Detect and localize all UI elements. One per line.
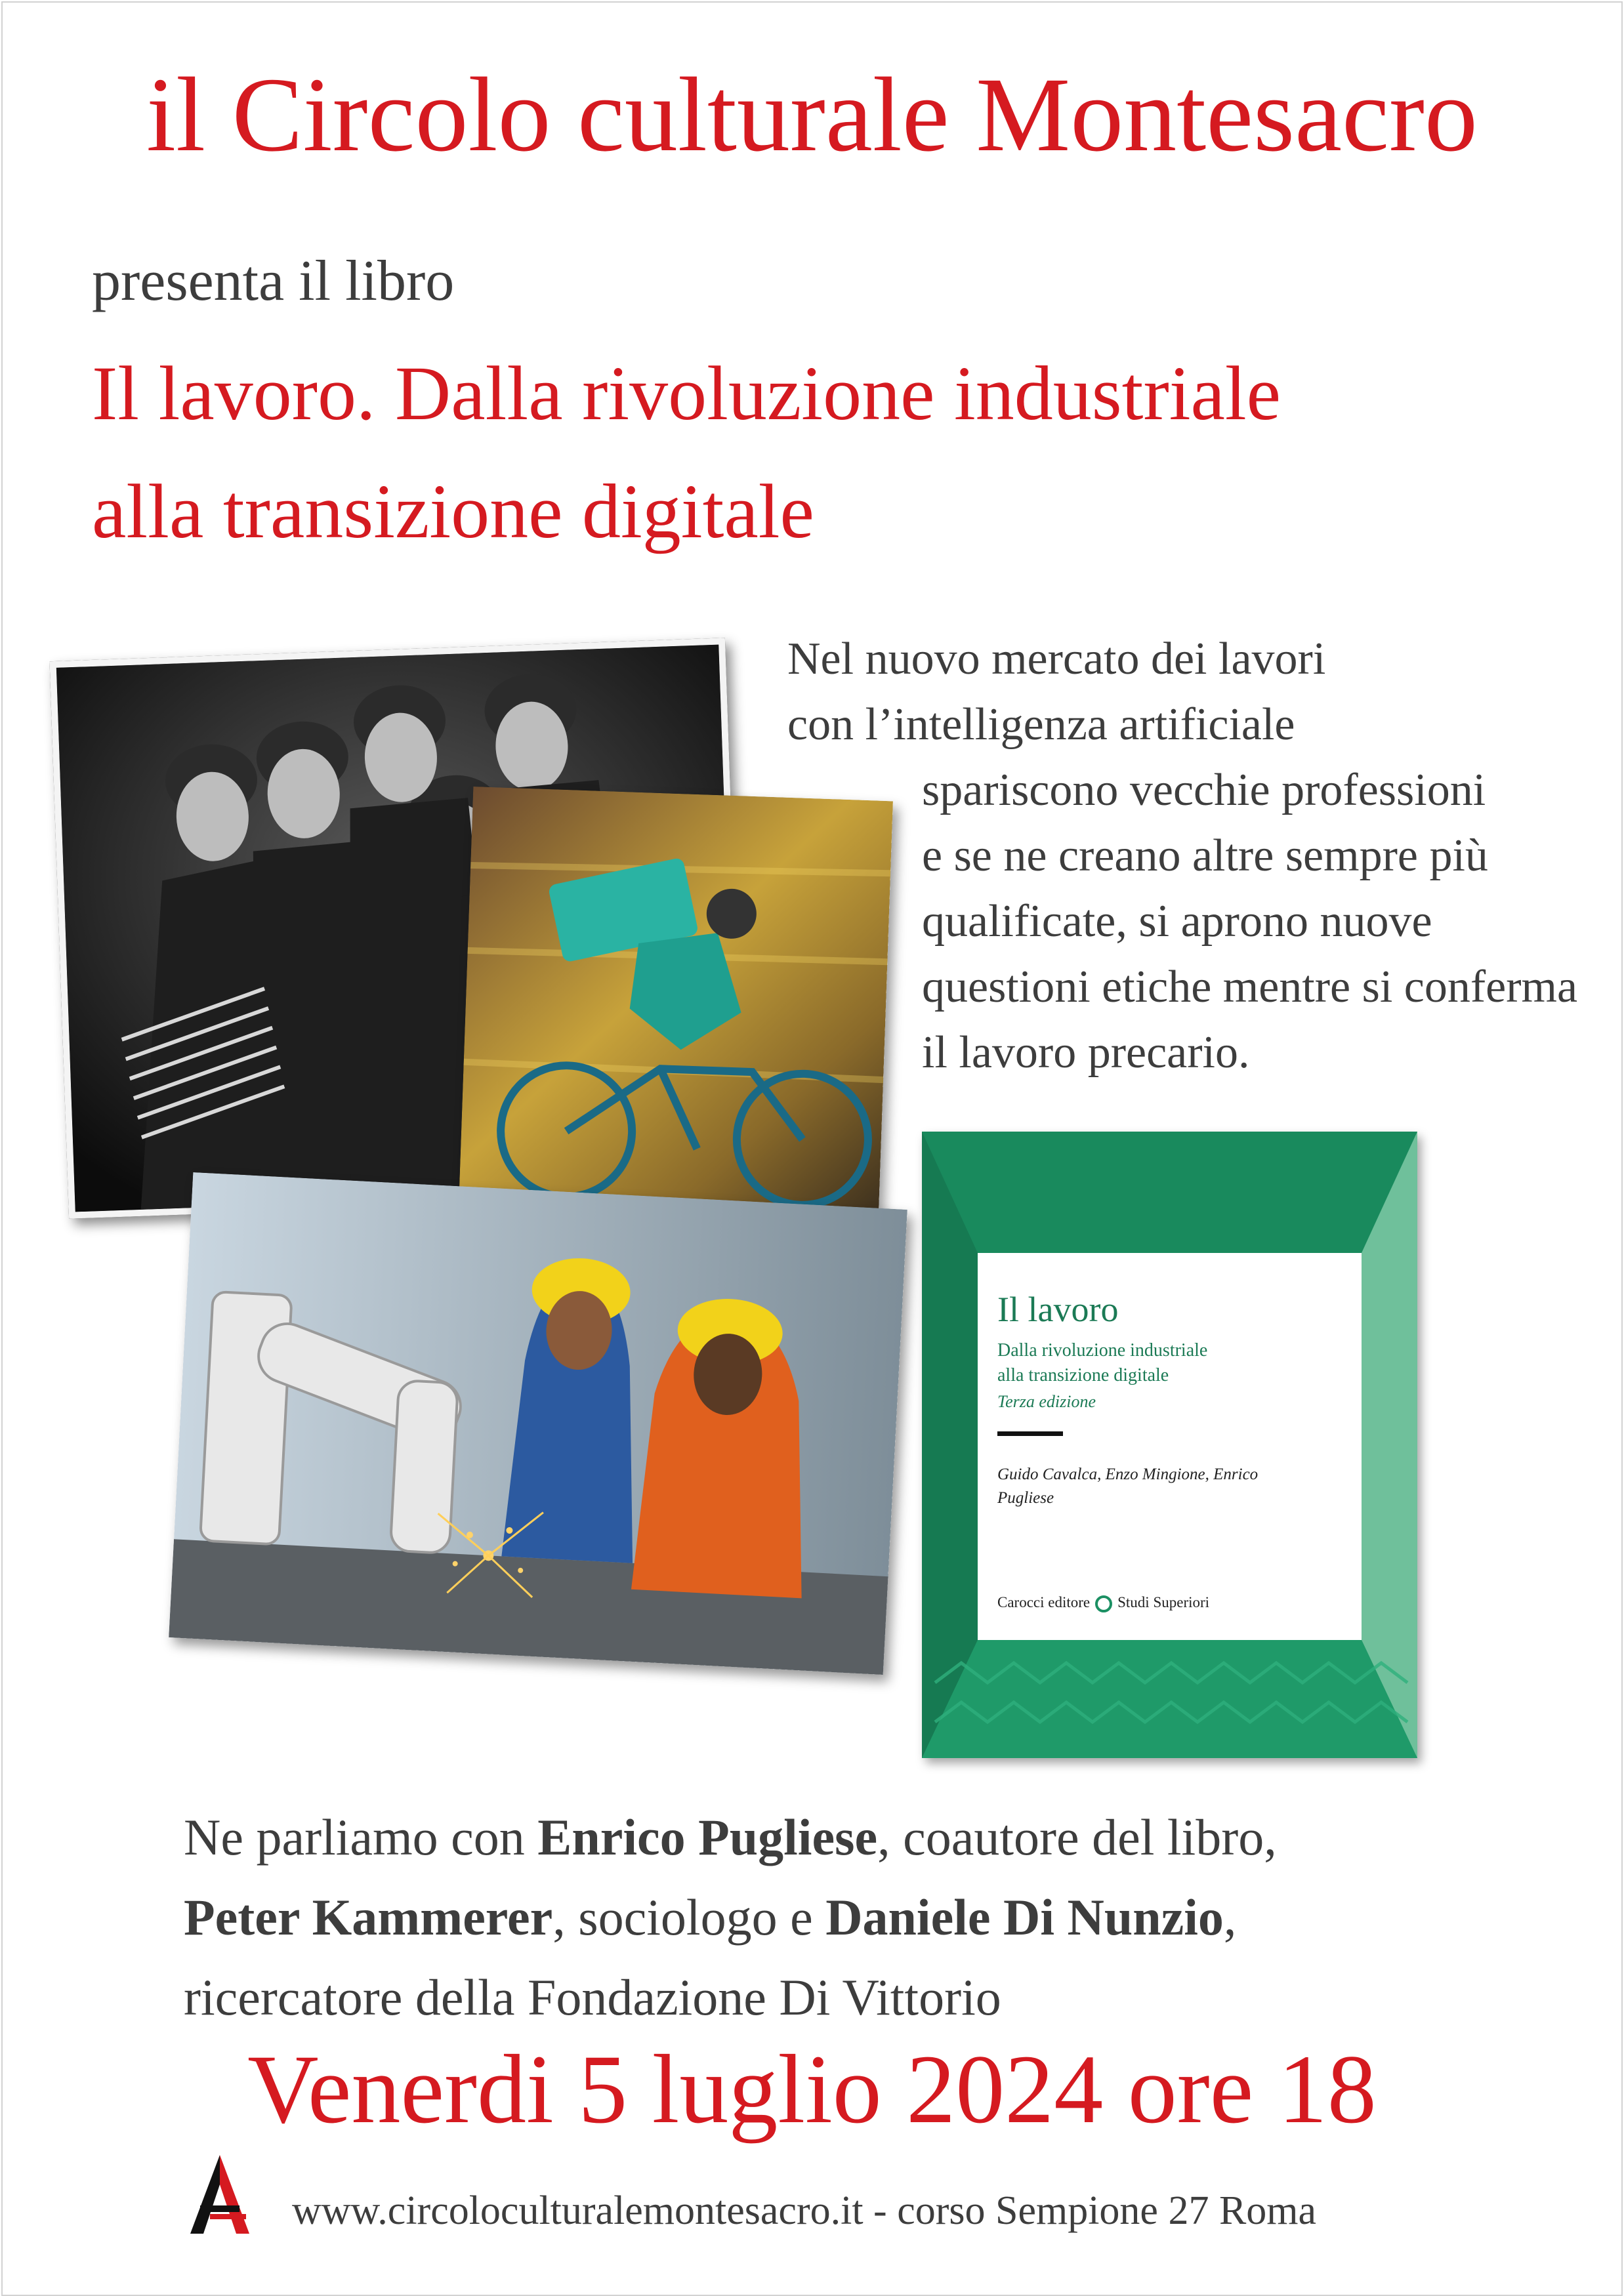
speaker-name-1: Enrico Pugliese	[537, 1809, 878, 1866]
cover-subtitle-line1: Dalla rivoluzione industriale	[997, 1340, 1208, 1361]
cover-subtitle	[997, 1338, 1207, 1388]
intro-line2: con l’intelligenza artificiale	[787, 699, 1295, 750]
series-name: Studi Superiori	[1117, 1594, 1210, 1610]
speakers-prefix: Ne parliamo con	[184, 1809, 538, 1866]
circolo-logo-icon	[184, 2152, 256, 2237]
cover-edition: Terza edizione	[997, 1392, 1096, 1411]
book-title-line2: alla transizione digitale	[92, 468, 814, 554]
event-date: Venerdi 5 luglio 2024 ore 18	[247, 2035, 1377, 2144]
cover-authors: Guido Cavalca, Enzo Mingione, Enrico Pugliese	[997, 1466, 1259, 1507]
speaker-role-2: , sociologo e	[552, 1889, 826, 1946]
intro-line1: Nel nuovo mercato dei lavori	[787, 634, 1326, 684]
cover-panel	[978, 1253, 1362, 1640]
presents-label: presenta il libro	[92, 249, 455, 313]
speaker-role-1: , coautore del libro,	[877, 1809, 1277, 1866]
cover-subtitle-line2: alla transizione digitale	[997, 1365, 1169, 1385]
speakers-paragraph	[184, 1797, 1277, 2038]
publisher-name: Carocci editore	[997, 1594, 1091, 1610]
industrial-robot-workers-photo	[169, 1172, 907, 1675]
cover-title: Il lavoro	[997, 1290, 1119, 1329]
speakers-line2	[184, 1877, 1277, 1958]
speaker-name-3: Daniele Di Nunzio	[825, 1889, 1224, 1946]
organizer-heading: il Circolo culturale Montesacro	[146, 56, 1478, 174]
intro-paragraph	[787, 626, 1578, 1086]
book-title	[92, 335, 1281, 571]
cover-publisher	[997, 1594, 1209, 1612]
speaker-comma: ,	[1223, 1889, 1237, 1946]
intro-rest: e se ne creano altre sempre più qualificate, si aprono nuove questioni etiche mentre si conferma il lavoro precario.	[922, 830, 1578, 1078]
cover-divider	[997, 1431, 1063, 1436]
book-cover	[922, 1132, 1417, 1758]
publisher-logo-icon	[1095, 1595, 1112, 1612]
book-title-line1: Il lavoro. Dalla rivoluzione industriale	[92, 350, 1281, 436]
intro-line3: spariscono vecchie professioni	[922, 765, 1486, 815]
speakers-line1	[184, 1797, 1277, 1877]
speaker-name-2: Peter Kammerer	[184, 1889, 553, 1946]
speakers-line3: ricercatore della Fondazione Di Vittorio	[184, 1969, 1001, 2026]
footer-info: www.circoloculturalemontesacro.it - corso Sempione 27 Roma	[292, 2188, 1317, 2233]
